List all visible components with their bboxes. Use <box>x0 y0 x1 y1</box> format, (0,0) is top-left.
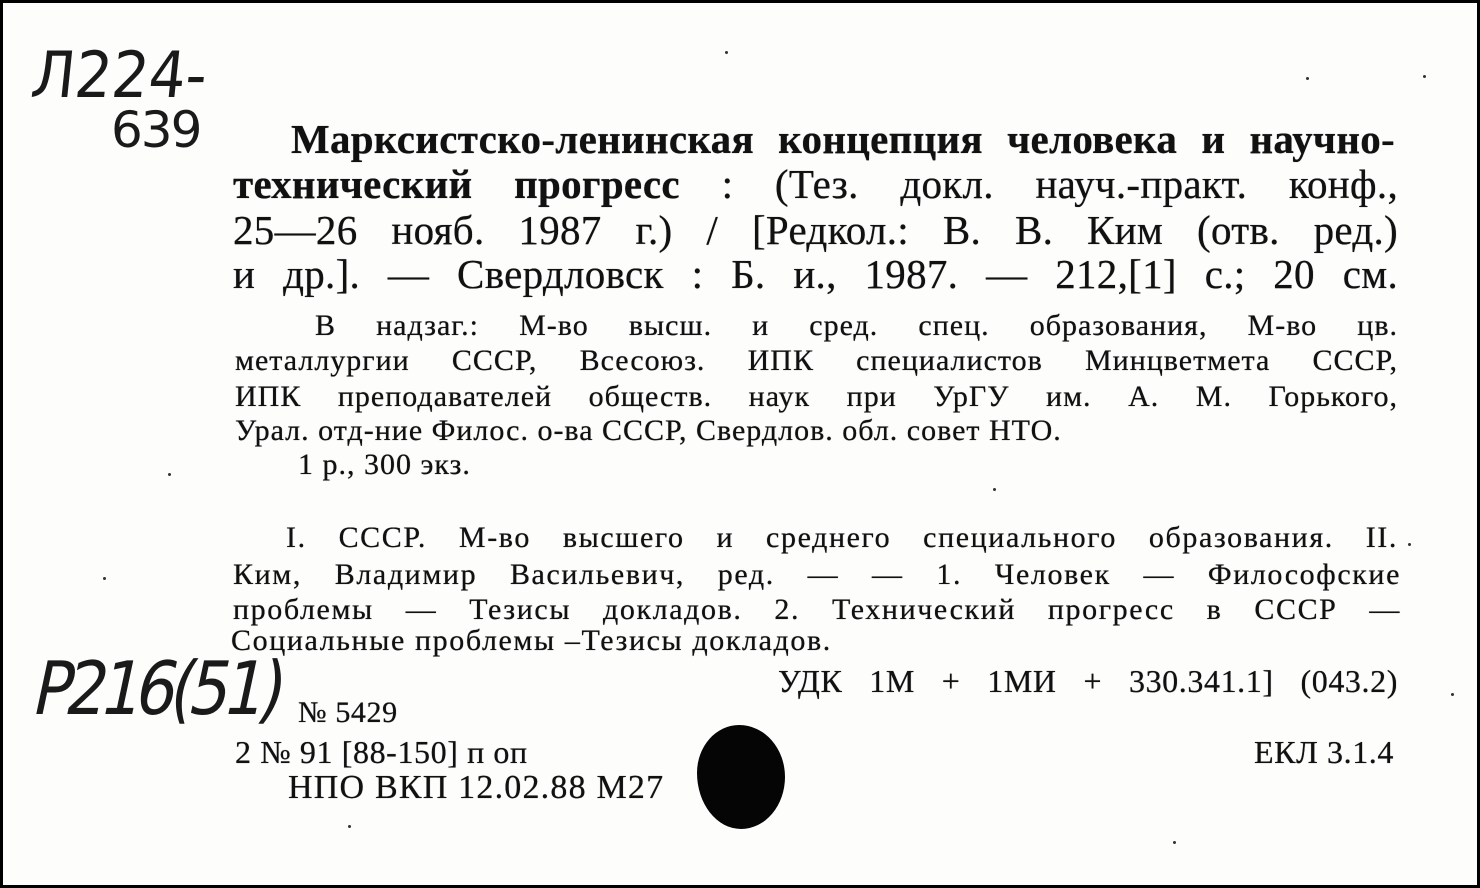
heading-line-3: 25—26 нояб. 1987 г.) / [Редкол.: В. В. Ким (отв. ред.) <box>233 207 1398 253</box>
note-line-3: ИПК преподавателей обществ. наук при УрГУ им. А. М. Горького, <box>235 380 1398 413</box>
note-line-1: В надзаг.: М-во высш. и сред. спец. образования, М-во цв. <box>315 309 1398 342</box>
note-line-2: металлургии СССР, Всесоюз. ИПК специалистов Минцветмета СССР, <box>235 344 1398 377</box>
heading-line-2-rest: : (Тез. докл. науч.-практ. конф., <box>679 161 1399 207</box>
speck <box>1173 841 1176 844</box>
speck <box>993 488 996 491</box>
speck <box>168 473 171 476</box>
speck <box>725 51 728 54</box>
speck <box>1451 693 1454 696</box>
order-line: 2 № 91 [88-150] п оп <box>235 734 528 770</box>
tracing-line-3: проблемы — Тезисы докладов. 2. Технический прогресс в СССР — <box>233 593 1401 626</box>
heading-title-bold: Марксистско-ленинская концепция человека и научно- <box>291 116 1395 162</box>
tracing-line-2: Ким, Владимир Васильевич, ред. — — 1. Человек — Философские <box>233 558 1401 591</box>
udc-code: УДК 1М + 1МИ + 330.341.1] (043.2) <box>778 663 1398 699</box>
record-number: № 5429 <box>298 696 398 729</box>
speck <box>1423 75 1426 78</box>
tracing-line-1: I. СССР. М-во высшего и среднего специального образования. II. <box>286 521 1398 554</box>
speck <box>1408 543 1411 546</box>
heading-line-4: и др.]. — Свердловск : Б. и., 1987. — 212,[1] с.; 20 см. <box>233 251 1398 297</box>
tracing-line-4: Социальные проблемы –Тезисы докладов. <box>231 624 832 657</box>
handwritten-shelf-mark-line1: Л224- <box>27 37 211 113</box>
heading-title-bold-end: технический прогресс <box>233 161 680 207</box>
price-line: 1 р., 300 экз. <box>298 448 471 481</box>
printer-line: НПО ВКП 12.02.88 М27 <box>288 769 665 806</box>
speck <box>103 577 106 580</box>
hole-punch <box>697 725 785 829</box>
heading-line-2 <box>233 161 1399 207</box>
ekl-code: ЕКЛ 3.1.4 <box>1254 734 1394 770</box>
handwritten-shelf-mark-line2: 639 <box>111 101 201 159</box>
handwritten-class-code: Р216(51) <box>26 647 289 733</box>
speck <box>348 825 351 828</box>
note-line-4: Урал. отд-ние Филос. о-ва СССР, Свердлов. обл. совет НТО. <box>235 414 1062 447</box>
heading-line-1 <box>291 116 1395 162</box>
speck <box>1306 77 1309 80</box>
